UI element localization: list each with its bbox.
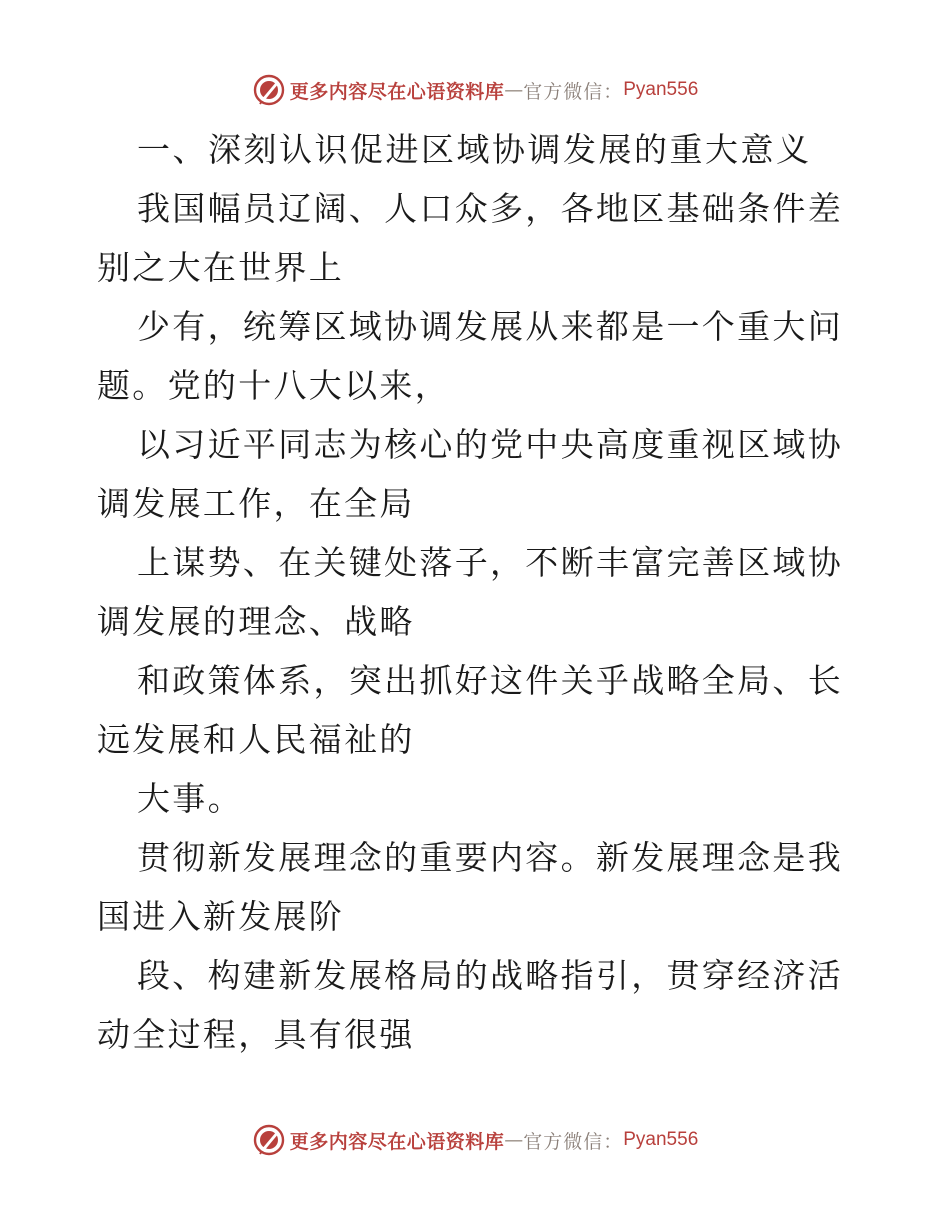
document-body	[97, 120, 853, 1064]
quill-seal-icon	[252, 1123, 286, 1157]
paragraph: 我国幅员辽阔、人口众多，各地区基础条件差别之大在世界上	[97, 189, 843, 287]
watermark-separator: —	[504, 1129, 524, 1151]
watermark-wechat-id: Pyan556	[623, 1129, 699, 1150]
watermark-wechat-label: 官方微信：	[523, 1130, 624, 1153]
paragraph: 段、构建新发展格局的战略指引，贯穿经济活动全过程，具有很强	[97, 956, 843, 1054]
quill-seal-icon	[252, 73, 286, 107]
watermark-wechat-label: 官方微信：	[523, 80, 624, 103]
paragraph: 上谋势、在关键处落子，不断丰富完善区域协调发展的理念、战略	[97, 543, 843, 641]
paragraph: 和政策体系，突出抓好这件关乎战略全局、长远发展和人民福祉的	[97, 661, 843, 759]
header-watermark	[0, 70, 950, 110]
watermark-brand-text: 更多内容尽在心语资料库	[289, 80, 505, 103]
watermark-wechat-id: Pyan556	[623, 79, 699, 100]
paragraph: 以习近平同志为核心的党中央高度重视区域协调发展工作，在全局	[97, 425, 843, 523]
watermark-brand-text: 更多内容尽在心语资料库	[289, 1130, 505, 1153]
paragraph: 少有，统筹区域协调发展从来都是一个重大问题。党的十八大以来，	[97, 307, 843, 405]
section-heading: 一、深刻认识促进区域协调发展的重大意义	[137, 130, 812, 169]
footer-watermark	[0, 1120, 950, 1160]
watermark-separator: —	[504, 79, 524, 101]
paragraph: 贯彻新发展理念的重要内容。新发展理念是我国进入新发展阶	[97, 838, 843, 936]
paragraph: 大事。	[137, 779, 243, 818]
